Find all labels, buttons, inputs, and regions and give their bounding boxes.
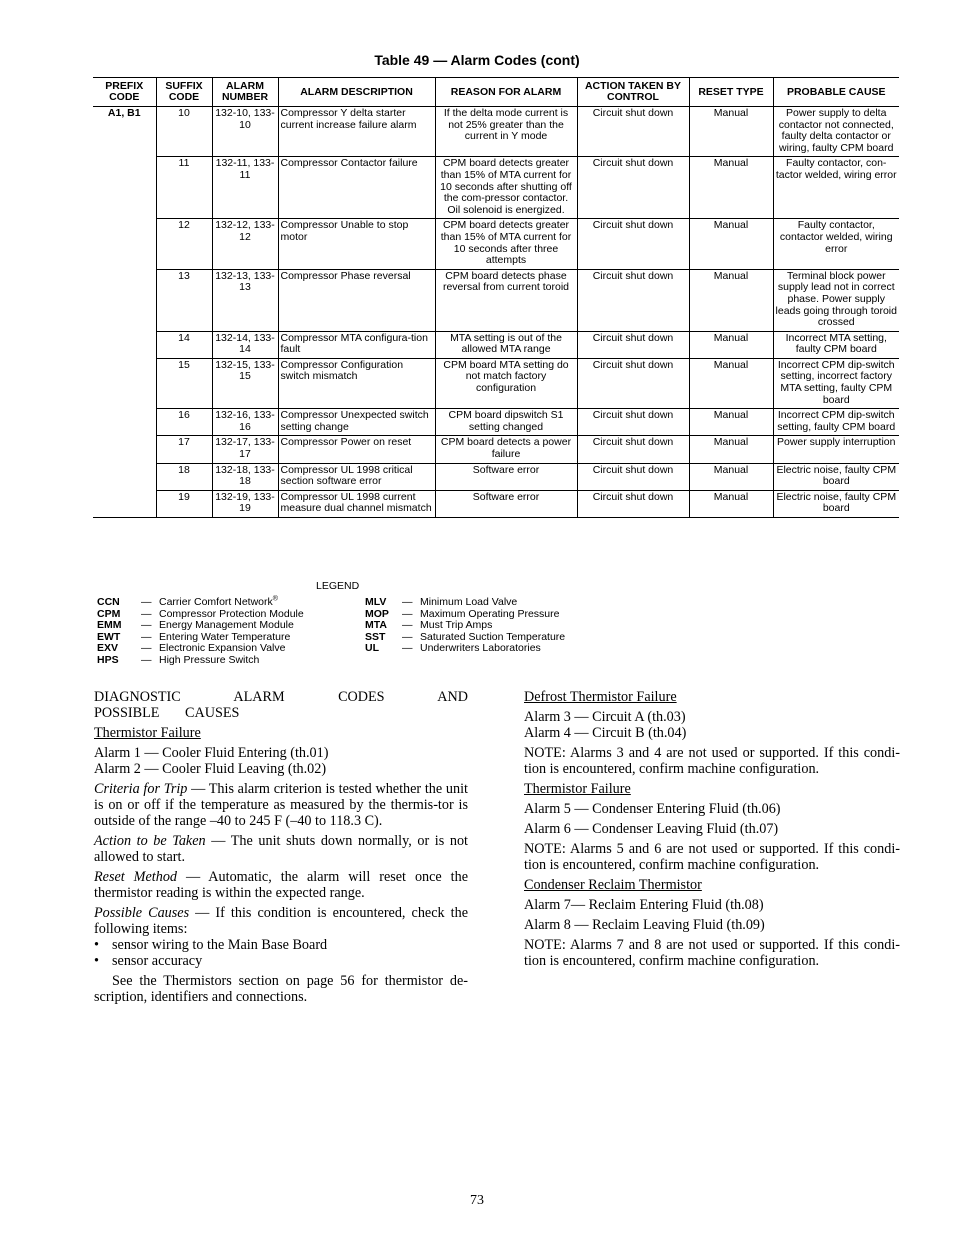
- left-text-column: [94, 689, 468, 1009]
- subheading-thermistor-failure-2: Thermistor Failure: [524, 781, 631, 797]
- prefix-code-cell: [93, 436, 156, 463]
- prefix-code-cell: [93, 490, 156, 517]
- action-cell: Circuit shut down: [577, 331, 689, 358]
- table-title: Table 49 — Alarm Codes (cont): [374, 52, 580, 68]
- reset-text: — Automatic, the alarm will reset once the thermistor reading is within the expected range.: [94, 869, 469, 901]
- bullet-text: sensor wiring to the Main Base Board: [112, 937, 328, 953]
- legend-right-column: [365, 597, 565, 655]
- bullet-item: [94, 953, 468, 969]
- legend-dash: —: [141, 619, 152, 632]
- suffix-code-cell: 16: [156, 409, 212, 436]
- alarm-description-cell: Compressor Contactor failure: [278, 157, 435, 219]
- alarm-description-cell: Compressor Configuration switch mismatch: [278, 358, 435, 408]
- probable-cause-cell: Power supply interruption: [773, 436, 899, 463]
- legend-description-text: Compressor Protection Module: [159, 607, 304, 620]
- alarm-description-cell: Compressor Unable to stop motor: [278, 219, 435, 269]
- legend-description: [420, 643, 541, 655]
- note-alarms-3-4: NOTE: Alarms 3 and 4 are not used or supported. If this condi-tion is encountered, confirm machine configuration.: [524, 745, 900, 777]
- right-text-column: [524, 689, 900, 973]
- alarm-number-cell: 132-11, 133-11: [212, 157, 278, 219]
- alarm-number-cell: 132-15, 133-15: [212, 358, 278, 408]
- probable-cause-cell: Incorrect CPM dip-switch setting, incorrect factory MTA setting, faulty CPM board: [773, 358, 899, 408]
- reason-cell: CPM board detects greater than 15% of MTA current for 10 seconds after shutting off the com-pressor contactor. Oil solenoid is energized.: [435, 157, 577, 219]
- prefix-code-cell: [93, 331, 156, 358]
- reason-cell: Software error: [435, 463, 577, 490]
- suffix-code-cell: 14: [156, 331, 212, 358]
- table-header-row: [93, 78, 899, 107]
- causes-label: Possible Causes: [94, 905, 190, 921]
- legend-description-text: Maximum Operating Pressure: [420, 607, 560, 620]
- action-cell: Circuit shut down: [577, 463, 689, 490]
- table-row: [93, 358, 899, 408]
- causes-text: — If this condition is encountered, check the following items:: [94, 905, 468, 937]
- legend-description-text: Minimum Load Valve: [420, 596, 518, 608]
- action-paragraph: [94, 833, 468, 865]
- table-row: [93, 490, 899, 517]
- alarm-description-cell: Compressor UL 1998 critical section software error: [278, 463, 435, 490]
- bullet-item: [94, 937, 468, 953]
- alarm-number-cell: 132-17, 133-17: [212, 436, 278, 463]
- legend-abbreviation: CPM: [97, 607, 121, 620]
- action-cell: Circuit shut down: [577, 269, 689, 331]
- legend-abbreviation: HPS: [97, 653, 119, 666]
- criteria-paragraph: [94, 781, 468, 829]
- table-row: [93, 219, 899, 269]
- table-row: [93, 157, 899, 219]
- probable-cause-cell: Incorrect CPM dip-switch setting, faulty CPM board: [773, 409, 899, 436]
- legend-abbreviation: EXV: [97, 642, 119, 655]
- prefix-code-cell: [93, 219, 156, 269]
- prefix-code-cell: [93, 269, 156, 331]
- reset-type-cell: Manual: [689, 409, 773, 436]
- suffix-code-cell: 17: [156, 436, 212, 463]
- alarm-number-cell: 132-16, 133-16: [212, 409, 278, 436]
- legend-dash: —: [402, 630, 413, 643]
- alarm-number-cell: 132-19, 133-19: [212, 490, 278, 517]
- prefix-code-cell: A1, B1: [107, 107, 141, 119]
- alarm-description-cell: Compressor Unexpected switch setting change: [278, 409, 435, 436]
- header-reset-type: RESET TYPE: [689, 78, 773, 107]
- bullet-marker: •: [94, 937, 99, 953]
- action-cell: Circuit shut down: [577, 436, 689, 463]
- reset-type-cell: Manual: [689, 490, 773, 517]
- legend-description-text: Saturated Suction Temperature: [420, 630, 566, 643]
- alarm-description-cell: Compressor Power on reset: [278, 436, 435, 463]
- legend-title: LEGEND: [316, 580, 360, 592]
- legend-description-text: Underwriters Laboratories: [420, 642, 541, 655]
- alarm-number-cell: 132-13, 133-13: [212, 269, 278, 331]
- reset-paragraph: [94, 869, 468, 901]
- alarm-description-cell: Compressor Phase reversal: [278, 269, 435, 331]
- reset-type-cell: Manual: [689, 331, 773, 358]
- alarm-description-cell: Compressor MTA configura-tion fault: [278, 331, 435, 358]
- probable-cause-cell: Incorrect MTA setting, faulty CPM board: [773, 331, 899, 358]
- legend-dash: —: [402, 607, 413, 620]
- alarm-7-line: Alarm 7— Reclaim Entering Fluid (th.08): [524, 897, 764, 913]
- see-thermistors-paragraph: See the Thermistors section on page 56 for thermistor de-scription, identifiers and connections.: [94, 973, 468, 1005]
- reason-cell: Software error: [435, 490, 577, 517]
- subheading-condenser-reclaim: Condenser Reclaim Thermistor: [524, 877, 702, 893]
- header-action-taken: ACTION TAKEN BY CONTROL: [577, 78, 689, 107]
- subheading-defrost-thermistor: Defrost Thermistor Failure: [524, 689, 677, 705]
- alarm-1-line: Alarm 1 — Cooler Fluid Entering (th.01): [94, 745, 329, 761]
- suffix-code-cell: 15: [156, 358, 212, 408]
- legend-description-text: Entering Water Temperature: [159, 630, 291, 643]
- reset-type-cell: Manual: [689, 269, 773, 331]
- reason-cell: CPM board dipswitch S1 setting changed: [435, 409, 577, 436]
- table-row: [93, 463, 899, 490]
- probable-cause-cell: Electric noise, faulty CPM board: [773, 463, 899, 490]
- prefix-code-cell: [93, 358, 156, 408]
- alarm-4-line: Alarm 4 — Circuit B (th.04): [524, 725, 687, 741]
- legend-abbreviation: EWT: [97, 630, 121, 643]
- prefix-code-cell: [93, 463, 156, 490]
- legend-abbreviation: CCN: [97, 596, 120, 608]
- legend-dash: —: [402, 596, 413, 608]
- prefix-code-cell: [93, 409, 156, 436]
- action-cell: Circuit shut down: [577, 107, 689, 157]
- page-number: 73: [470, 1193, 484, 1208]
- action-label: Action to be Taken: [94, 833, 206, 849]
- legend-abbreviation: EMM: [97, 619, 122, 632]
- action-cell: Circuit shut down: [577, 219, 689, 269]
- section-heading: DIAGNOSTIC ALARM CODES AND POSSIBLE CAUSES: [94, 689, 468, 721]
- probable-cause-cell: Faulty contactor, contactor welded, wiring error: [773, 219, 899, 269]
- note-alarms-5-6: NOTE: Alarms 5 and 6 are not used or supported. If this condi-tion is encountered, confirm machine configuration.: [524, 841, 900, 873]
- criteria-text: — This alarm criterion is tested whether the unit is on or off if the temperature as measured by the thermis-tor is outside of the range –40 to 245 F (–40 to 118.3 C).: [94, 781, 468, 829]
- legend-description-text: Electronic Expansion Valve: [159, 642, 286, 655]
- probable-cause-cell: Faulty contactor, con-tactor welded, wiring error: [773, 157, 899, 219]
- legend-description-text: Energy Management Module: [159, 619, 294, 632]
- action-cell: Circuit shut down: [577, 358, 689, 408]
- alarm-5-line: Alarm 5 — Condenser Entering Fluid (th.06): [524, 801, 781, 817]
- reset-type-cell: Manual: [689, 157, 773, 219]
- alarm-number-cell: 132-18, 133-18: [212, 463, 278, 490]
- header-alarm-description: ALARM DESCRIPTION: [278, 78, 435, 107]
- action-cell: Circuit shut down: [577, 157, 689, 219]
- suffix-code-cell: 18: [156, 463, 212, 490]
- alarm-description-cell: Compressor Y delta starter current increase failure alarm: [278, 107, 435, 157]
- legend-description-text: Carrier Comfort Network: [159, 596, 273, 608]
- legend-item: [365, 643, 565, 655]
- legend-abbreviation: MOP: [365, 607, 389, 620]
- note-alarms-7-8: NOTE: Alarms 7 and 8 are not used or supported. If this condi-tion is encountered, confirm machine configuration.: [524, 937, 900, 969]
- legend-dash: —: [141, 630, 152, 643]
- reset-type-cell: Manual: [689, 219, 773, 269]
- causes-paragraph: [94, 905, 468, 937]
- alarm-number-cell: 132-14, 133-14: [212, 331, 278, 358]
- legend-abbreviation: MTA: [365, 619, 387, 632]
- reason-cell: CPM board detects greater than 15% of MTA current for 10 seconds after three attempts: [435, 219, 577, 269]
- header-alarm-number: ALARM NUMBER: [212, 78, 278, 107]
- alarm-codes-table: [93, 77, 899, 518]
- reset-type-cell: Manual: [689, 358, 773, 408]
- legend-dash: —: [141, 653, 152, 666]
- reason-cell: CPM board detects a power failure: [435, 436, 577, 463]
- reason-cell: CPM board MTA setting do not match factory configuration: [435, 358, 577, 408]
- table-row: [93, 436, 899, 463]
- header-reason-for-alarm: REASON FOR ALARM: [435, 78, 577, 107]
- legend-dash: —: [141, 607, 152, 620]
- bullet-text: sensor accuracy: [112, 953, 203, 969]
- alarm-number-cell: 132-12, 133-12: [212, 219, 278, 269]
- table-row: [93, 409, 899, 436]
- legend-abbreviation: UL: [365, 642, 379, 655]
- table-row: [93, 107, 899, 157]
- reason-cell: MTA setting is out of the allowed MTA range: [435, 331, 577, 358]
- alarm-2-line: Alarm 2 — Cooler Fluid Leaving (th.02): [94, 761, 327, 777]
- action-cell: Circuit shut down: [577, 490, 689, 517]
- action-cell: Circuit shut down: [577, 409, 689, 436]
- legend-left-column: [97, 597, 304, 667]
- reason-cell: CPM board detects phase reversal from current toroid: [435, 269, 577, 331]
- bullet-marker: •: [94, 953, 99, 969]
- header-probable-cause: PROBABLE CAUSE: [773, 78, 899, 107]
- prefix-code-cell: [93, 157, 156, 219]
- alarm-number-cell: 132-10, 133-10: [212, 107, 278, 157]
- action-text: — The unit shuts down normally, or is not allowed to start.: [94, 833, 468, 865]
- header-suffix-code: SUFFIX CODE: [156, 78, 212, 107]
- suffix-code-cell: 10: [156, 107, 212, 157]
- legend-dash: —: [402, 642, 413, 655]
- suffix-code-cell: 11: [156, 157, 212, 219]
- legend-abbreviation: SST: [365, 630, 386, 643]
- alarm-description-cell: Compressor UL 1998 current measure dual channel mismatch: [278, 490, 435, 517]
- alarm-3-line: Alarm 3 — Circuit A (th.03): [524, 709, 686, 725]
- reset-type-cell: Manual: [689, 436, 773, 463]
- legend-item: [97, 655, 304, 667]
- table-row: [93, 269, 899, 331]
- legend-dash: —: [141, 596, 152, 608]
- suffix-code-cell: 19: [156, 490, 212, 517]
- legend-description-text: High Pressure Switch: [159, 653, 260, 666]
- subheading-thermistor-failure: Thermistor Failure: [94, 725, 201, 741]
- alarm-8-line: Alarm 8 — Reclaim Leaving Fluid (th.09): [524, 917, 765, 933]
- legend-abbreviation: MLV: [365, 596, 387, 608]
- legend-description-text: Must Trip Amps: [420, 619, 493, 632]
- suffix-code-cell: 13: [156, 269, 212, 331]
- alarm-6-line: Alarm 6 — Condenser Leaving Fluid (th.07): [524, 821, 779, 837]
- legend-dash: —: [402, 619, 413, 632]
- probable-cause-cell: Power supply to delta contactor not connected, faulty delta contactor or wiring, faulty CPM board: [773, 107, 899, 157]
- reset-type-cell: Manual: [689, 107, 773, 157]
- suffix-code-cell: 12: [156, 219, 212, 269]
- legend-dash: —: [141, 642, 152, 655]
- probable-cause-cell: Terminal block power supply lead not in correct phase. Power supply leads going through toroid crossed: [773, 269, 899, 331]
- registered-mark: ®: [272, 595, 278, 603]
- probable-cause-cell: Electric noise, faulty CPM board: [773, 490, 899, 517]
- reason-cell: If the delta mode current is not 25% greater than the current in Y mode: [435, 107, 577, 157]
- reset-label: Reset Method: [94, 869, 178, 885]
- header-prefix-code: PREFIX CODE: [93, 78, 156, 107]
- criteria-label: Criteria for Trip: [94, 781, 188, 797]
- reset-type-cell: Manual: [689, 463, 773, 490]
- legend-description: [159, 655, 259, 667]
- table-row: [93, 331, 899, 358]
